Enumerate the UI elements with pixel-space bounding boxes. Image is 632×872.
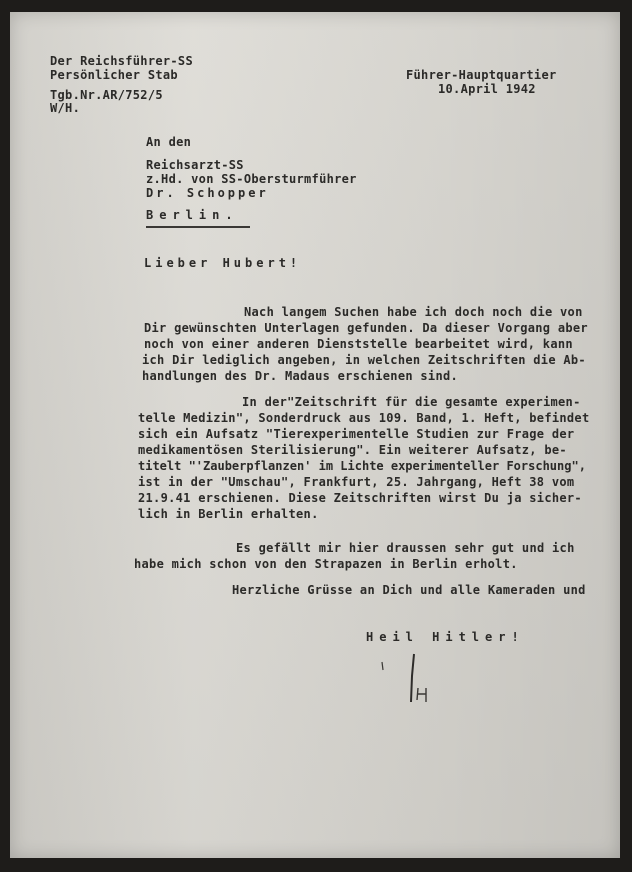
sender-line-1: Der Reichsführer-SS (50, 54, 193, 68)
sender-line-2: Persönlicher Stab (50, 68, 178, 82)
date-line: 10.April 1942 (438, 82, 536, 96)
p1-line-1: Nach langem Suchen habe ich doch noch die von (244, 305, 583, 319)
recipient-line-4: Dr. Schopper (146, 186, 269, 200)
recipient-line-3: z.Hd. von SS-Obersturmführer (146, 172, 357, 186)
typist-initials: W/H. (50, 101, 81, 115)
p2-line-7: 21.9.41 erschienen. Diese Zeitschriften wirst Du ja sicher- (138, 491, 582, 505)
p1-line-2: Dir gewünschten Unterlagen gefunden. Da dieser Vorgang aber (144, 321, 588, 335)
signature-mark (370, 650, 450, 710)
p2-line-6: ist in der "Umschau", Frankfurt, 25. Jahrgang, Heft 38 vom (138, 475, 575, 489)
p2-line-3: sich ein Aufsatz "Tierexperimentelle Studien zur Frage der (138, 427, 575, 441)
p3-line-1: Es gefällt mir hier draussen sehr gut und ich (236, 541, 575, 555)
p2-line-1: In der"Zeitschrift für die gesamte experimen- (242, 395, 581, 409)
p3-line-2: habe mich schon von den Strapazen in Berlin erholt. (134, 557, 518, 571)
p2-line-5: titelt "'Zauberpflanzen' im Lichte experimenteller Forschung", (138, 459, 586, 473)
p4-line-1: Herzliche Grüsse an Dich und alle Kameraden und (232, 583, 586, 597)
recipient-line-1: An den (146, 135, 192, 149)
p1-line-4: ich Dir lediglich angeben, in welchen Zeitschriften die Ab- (142, 353, 586, 367)
place-line: Führer-Hauptquartier (406, 68, 557, 82)
reference-number: Tgb.Nr.AR/752/5 (50, 88, 163, 102)
city-underline (146, 226, 250, 228)
p1-line-5: handlungen des Dr. Madaus erschienen sind. (142, 369, 459, 383)
recipient-line-2: Reichsarzt-SS (146, 158, 244, 172)
letter-page (10, 12, 620, 858)
p1-line-3: noch von einer anderen Dienststelle bearbeitet wird, kann (144, 337, 573, 351)
p2-line-4: medikamentösen Sterilisierung". Ein weiterer Aufsatz, be- (138, 443, 567, 457)
p2-line-2: telle Medizin", Sonderdruck aus 109. Band, 1. Heft, befindet (138, 411, 590, 425)
closing: Heil Hitler! (366, 630, 525, 644)
p2-line-8: lich in Berlin erhalten. (138, 507, 319, 521)
salutation: Lieber Hubert! (144, 256, 302, 270)
recipient-city: Berlin. (146, 208, 239, 222)
